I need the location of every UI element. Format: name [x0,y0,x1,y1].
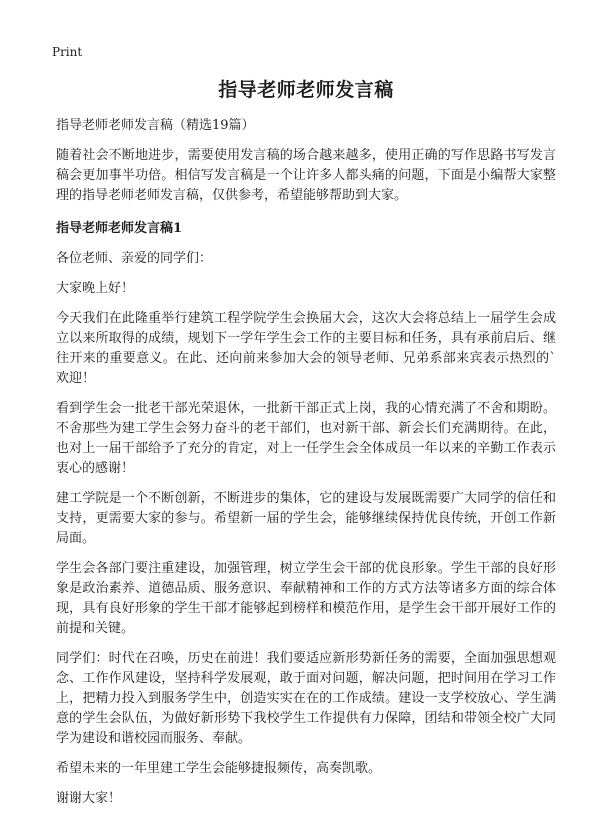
salutation-paragraph: 各位老师、亲爱的同学们： [56,251,213,266]
body-paragraph: 看到学生会一批老干部光荣退休，一批新干部正式上岗，我的心情充满了不舍和期盼。不舍那些为建工学生会努力奋斗的老干部们，也对新干部、新会长们充满期待。在此，也对上一届干部给予了充分的肯定，对上一任学生会全体成员一年以来的辛勤工作表示衷心的感谢！ [56,401,556,476]
intro-paragraph: 随着社会不断地进步，需要使用发言稿的场合越来越多，使用正确的写作思路书写发言稿会更加事半功倍。相信写发言稿是一个让许多人都头痛的问题，下面是小编帮大家整理的指导老师老师发言稿，仅供参考，希望能够帮助到大家。 [56,148,556,203]
thanks-paragraph: 谢谢大家！ [56,791,122,806]
section-heading: 指导老师老师发言稿1 [56,221,183,236]
body-paragraph: 学生会各部门要注重建设，加强管理，树立学生会干部的优良形象。学生干部的良好形象是政治素养、道德品质、服务意识、奉献精神和工作的方式方法等诸多方面的综合体现，具有良好形象的学生干部才能够起到榜样和模范作用，是学生会干部开展好工作的前提和关键。 [56,561,556,636]
page-title: 指导老师老师发言稿 [218,79,394,101]
article [56,76,556,809]
body-paragraph: 同学们：时代在召唤，历史在前进！我们要适应新形势新任务的需要，全面加强思想观念、工作作风建设，坚持科学发展观，敢于面对问题，解决问题，把时间用在学习工作上，把精力投入到服务学生中，创造实实在在的工作成绩。建设一支学校放心、学生满意的学生会队伍，为做好新形势下我校学生工作提供有力保障，团结和带领全校广大同学为建设和谐校园而服务、奉献。 [56,651,556,746]
article-subtitle: 指导老师老师发言稿（精选19篇） [56,118,255,133]
print-link[interactable]: Print [52,45,83,59]
closing-paragraph: 希望未来的一年里建工学生会能够捷报频传，高奏凯歌。 [56,761,382,776]
body-paragraph: 今天我们在此隆重举行建筑工程学院学生会换届大会，这次大会将总结上一届学生会成立以来所取得的成绩，规划下一学年学生会工作的主要目标和任务，具有承前启后、继往开来的重要意义。在此、还向前来参加大会的领导老师、兄弟系部来宾表示热烈的`欢迎！ [56,311,556,386]
body-paragraph: 建工学院是一个不断创新，不断进步的集体，它的建设与发展既需要广大同学的信任和支持，更需要大家的参与。希望新一届的学生会，能够继续保持优良传统，开创工作新局面。 [56,491,556,546]
greeting-paragraph: 大家晚上好！ [56,281,135,296]
